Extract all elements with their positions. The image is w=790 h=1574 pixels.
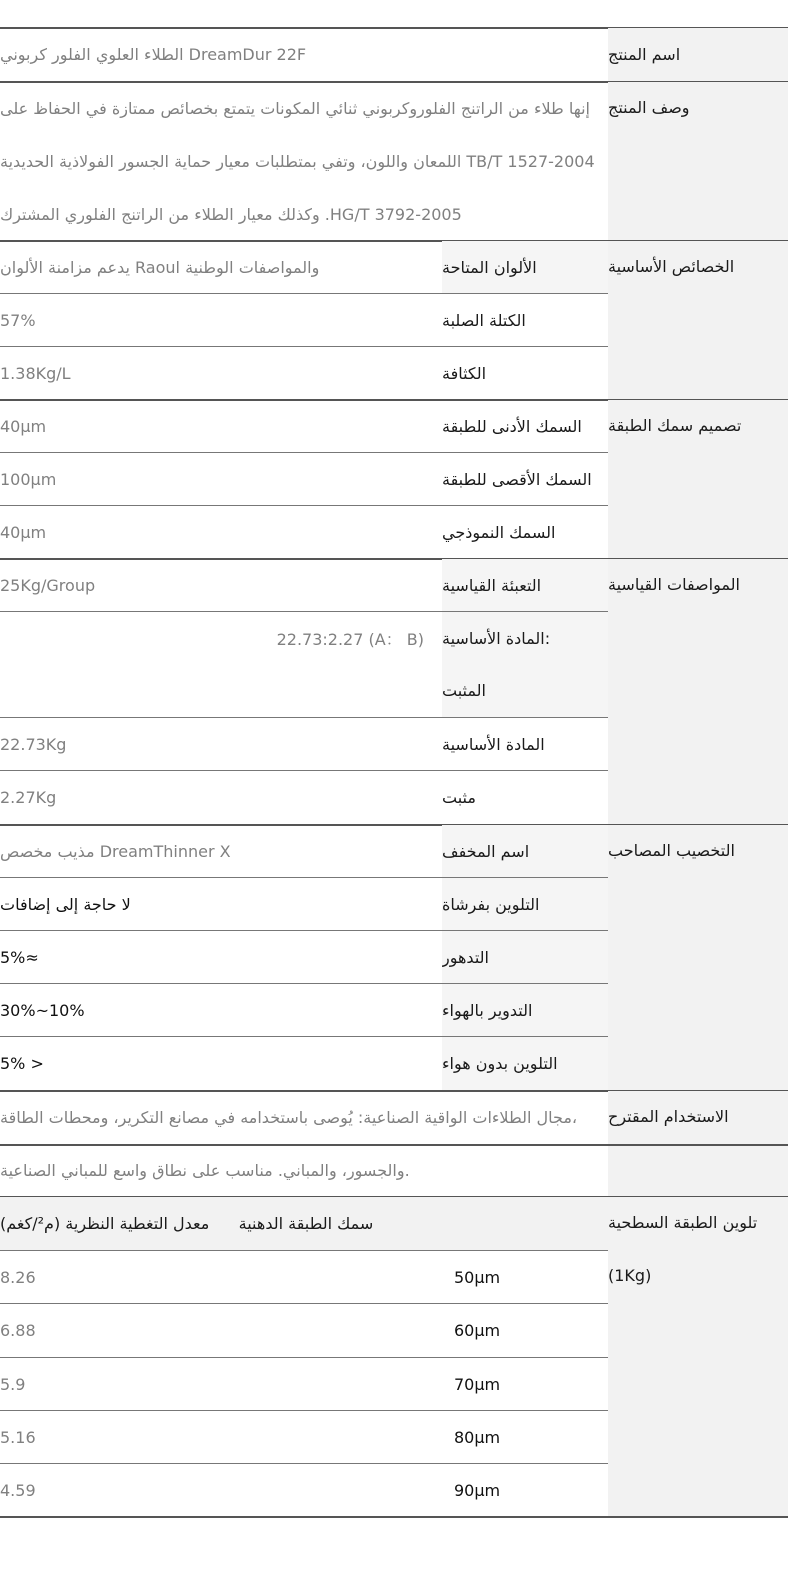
coverage-rate-cell: 6.88 (0, 1321, 36, 1340)
roller-label: التدهور (442, 931, 608, 983)
product-description-line: إنها طلاء من الراتنج الفلوروكربوني ثنائي المكونات يتمتع بخصائص ممتازة في الحفاظ على (0, 99, 590, 118)
coverage-rate-cell: 4.59 (0, 1480, 36, 1500)
base-material-value: 22.73Kg (0, 734, 67, 754)
coverage-thickness-cell: 80μm (454, 1427, 501, 1447)
product-name-label: اسم المنتج (608, 28, 788, 81)
min-thickness-label: السمك الأدنى للطبقة (442, 416, 582, 436)
brush-label: التلوين بفرشاة (442, 878, 608, 930)
coverage-header-rate: معدل التغطية النظرية (م²/كغم) (0, 1214, 210, 1233)
product-name-value: DreamDur 22F الطلاء العلوي الفلور كربوني (0, 45, 307, 64)
ratio-label-line1: :المادة الأساسية (442, 612, 608, 664)
airless-spray-value: < 5% (0, 1054, 44, 1073)
min-thickness-value: 40μm (0, 416, 47, 436)
surface-coverage-label-line1: تلوين الطبقة السطحية (608, 1213, 758, 1232)
coverage-rate-cell: 5.9 (0, 1374, 26, 1394)
coverage-thickness-cell: 70μm (454, 1374, 501, 1394)
thinner-name-value: DreamThinner X مذيب مخصص (0, 841, 231, 861)
coverage-rate-cell: 5.16 (0, 1427, 36, 1447)
surface-coverage-label (608, 1197, 788, 1516)
brush-value: لا حاجة إلى إضافات (0, 894, 131, 914)
max-thickness-label: السمك الأقصى للطبقة (442, 469, 592, 489)
coverage-thickness-cell: 60μm (454, 1321, 501, 1340)
thinning-label: التخصيب المصاحب (608, 825, 788, 1090)
hardener-label: مثبت (442, 788, 476, 807)
coverage-header (0, 1197, 608, 1250)
max-thickness-value: 100μm (0, 469, 57, 489)
solid-mass-label: الكتلة الصلبة (442, 310, 526, 330)
coverage-header-thickness: سمك الطبقة الدهنية (238, 1214, 374, 1233)
roller-value: ≈5% (0, 947, 39, 967)
product-description-line: TB/T 1527-2004 اللمعان واللون، وتفي بمتطلبات معيار حماية الجسور الفولاذية الحديدية (0, 152, 595, 171)
typical-thickness-value: 40μm (0, 522, 47, 542)
surface-coverage-label-line2: (1Kg) (608, 1266, 652, 1285)
typical-thickness-label: السمك النموذجي (442, 522, 556, 542)
product-description-line: HG/T 3792-2005. وكذلك معيار الطلاء من الراتنج الفلوري المشترك (0, 204, 462, 224)
packaging-value: 25Kg/Group (0, 575, 96, 595)
solid-mass-value: 57% (0, 310, 36, 330)
coverage-thickness-cell: 50μm (454, 1267, 501, 1287)
recommended-use-line1: ،مجال الطلاءات الواقية الصناعية: يُوصى باستخدامه في مصانع التكرير، ومحطات الطاقة (0, 1108, 578, 1127)
base-material-label: المادة الأساسية (442, 734, 545, 754)
recommended-use-line2: .والجسور، والمباني. مناسب على نطاق واسع للمباني الصناعية (0, 1161, 410, 1180)
available-colors-label: الألوان المتاحة (442, 241, 608, 293)
density-label: الكثافة (442, 363, 487, 383)
air-spray-label: التدوير بالهواء (442, 984, 608, 1036)
ratio-label-line2: المثبت (442, 664, 608, 717)
thinner-name-label: اسم المخفف (442, 825, 608, 877)
packaging-label: التعبئة القياسية (442, 559, 608, 611)
standard-specs-label: المواصفات القياسية (608, 559, 788, 824)
airless-spray-label: التلوين بدون هواء (442, 1037, 608, 1090)
ratio-value: 22.73:2.27 (A： B) (276, 629, 424, 649)
coverage-rate-cell: 8.26 (0, 1267, 36, 1287)
recommended-use-label: الاستخدام المقترح (608, 1091, 788, 1196)
product-description-label: وصف المنتج (608, 82, 788, 240)
coverage-thickness-cell: 90μm (454, 1480, 501, 1500)
hardener-value: 2.27Kg (0, 788, 57, 807)
density-value: 1.38Kg/L (0, 363, 71, 383)
basic-properties-label: الخصائص الأساسية (608, 241, 788, 399)
available-colors-value: والمواصفات الوطنية Raoul يدعم مزامنة الألوان (0, 257, 320, 277)
table-bottom-border (0, 1516, 788, 1518)
air-spray-value: 10%~30% (0, 1000, 85, 1020)
coating-thickness-label: تصميم سمك الطبقة (608, 400, 788, 559)
